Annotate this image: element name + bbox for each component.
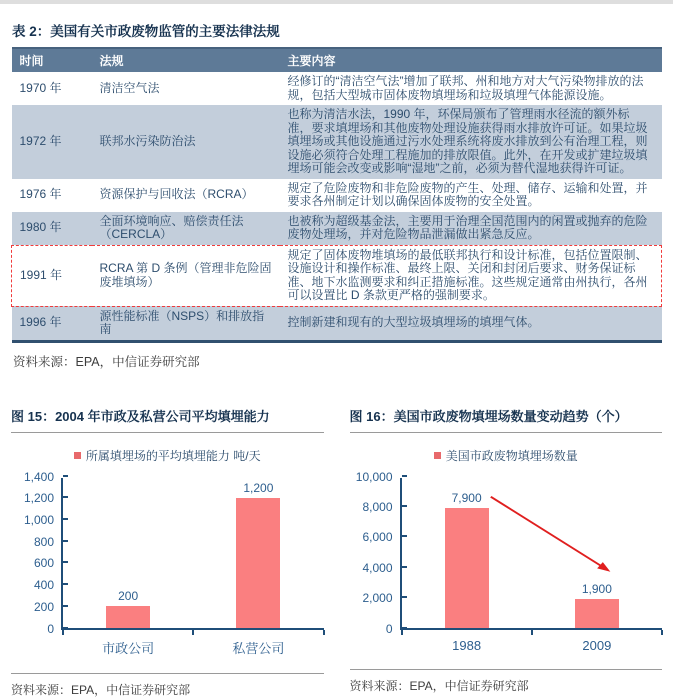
law-cell: 源性能标准（NSPS）和排放指南 [92,306,280,341]
y-tick-label: 800 [33,534,54,549]
chart-panel-figure-15 [11,406,324,698]
bar-group [234,481,282,628]
law-cell: RCRA 第 D 条例（管理非危险固废堆填场） [92,245,280,306]
table-row [12,179,662,212]
content-cell: 控制新建和现有的大型垃圾填埋场的填埋气体。 [280,306,662,341]
y-tick-mark [402,596,407,598]
bar [236,498,280,628]
y-tick-mark [63,583,68,585]
chart-panel-figure-16 [350,406,663,698]
table-row-highlighted [12,245,662,306]
y-tick-label: 600 [33,556,54,571]
y-tick-label: 1,400 [23,469,54,484]
table-source: 资料来源：EPA，中信证券研究部 [13,354,200,369]
y-tick-label: 1,200 [23,491,54,506]
x-axis-labels [63,638,324,657]
plot-area [61,478,324,630]
y-tick-label: 0 [385,621,393,636]
bar-group [443,491,491,628]
time-cell: 1991 年 [12,245,92,306]
table-header-row [12,48,662,72]
content-cell: 经修订的“清洁空气法”增加了联邦、州和地方对大气污染物排放的法规，包括大型城市固体废物填埋场和垃圾填埋气体能源设施。 [287,74,644,102]
bar-chart [11,469,324,636]
content-cell: 规定了危险废物和非危险废物的产生、处理、储存、运输和处置，并要求各州制定计划以确保固体废物的安全处置。 [287,180,648,208]
y-tick-mark [402,475,407,477]
y-tick-mark [63,605,68,607]
table-title: 表 2：美国有关市政废物监管的主要法律法规 [12,24,280,39]
content-cell: 规定了固体废物堆填场的最低联邦执行和设计标准，包括位置限制、设施设计和操作标准、最终上限、关闭和封闭后要求、财务保证标准、地下水监测要求和纠正措施标准。这些规定通常由州执行，各州可以设置比 D 条款更严格的强制要求。 [280,245,662,306]
x-axis-category: 2009 [582,637,612,653]
bar-value-label: 200 [118,588,139,603]
y-tick-mark [63,627,68,629]
law-cell: 联邦水污染防治法 [92,105,280,179]
time-cell: 1980 年 [12,212,92,246]
x-tick-mark [531,630,533,635]
law-cell: 全面环境响应、赔偿责任法（CERCLA） [92,212,280,246]
bar-chart [350,469,663,636]
table-row [12,72,662,105]
law-cell: 清洁空气法 [99,80,160,95]
x-axis-category: 市政公司 [102,640,155,656]
x-tick-mark [192,630,194,635]
bar-group [104,589,152,628]
time-cell: 1996 年 [12,306,92,341]
bar [106,606,150,628]
bar-value-label: 7,900 [451,490,482,505]
chart-title: 图 16：美国市政废物填埋场数量变动趋势（个） [350,406,663,433]
chart-legend [11,447,324,464]
y-tick-label: 200 [33,599,54,614]
x-axis-category: 1988 [452,637,482,653]
y-tick-label: 8,000 [362,499,393,514]
y-tick-label: 2,000 [362,591,393,606]
y-tick-label: 0 [47,621,54,636]
bar [575,599,619,628]
table-row [12,105,662,179]
chart-legend [350,447,663,464]
content-cell: 也称为清洁水法，1990 年，环保局颁布了管理雨水径流的额外标准，要求填埋场和其他废物处理设施获得雨水排放许可证。如果垃圾填埋场或其他设施通过污水处理系统将废水排放到公有治理工程，则设施必须符合处理工程施加的排放限值。此外，在开发或扩建垃圾填埋场可能会改变或影响“湿地”之前，必须为替代湿地获得许可证。 [280,105,662,179]
legend-marker-icon [74,452,81,459]
y-tick-mark [402,505,407,507]
y-axis-labels [350,469,400,636]
y-tick-mark [402,535,407,537]
y-tick-label: 400 [33,578,54,593]
bar-value-label: 1,900 [581,581,612,596]
x-axis-labels [402,638,663,653]
y-tick-label: 10,000 [355,469,393,484]
bar-value-label: 1,200 [243,480,274,495]
chart-title: 图 15：2004 年市政及私营公司平均填埋能力 [11,406,324,433]
legend-label: 所属填埋场的平均填埋能力 吨/天 [85,448,261,463]
y-tick-mark [63,518,68,520]
y-tick-mark [402,627,407,629]
content-cell: 也被称为超级基金法，主要用于治理全国范围内的闲置或抛弃的危险废物处理场，并对危险物品泄漏做出紧急反应。 [280,212,662,246]
x-tick-mark [323,630,325,635]
chart-source: 资料来源：EPA，中信证券研究部 [11,673,324,698]
legend-marker-icon [434,452,441,459]
law-cell: 资源保护与回收法（RCRA） [99,187,254,202]
x-tick-mark [401,630,403,635]
y-tick-mark [402,566,407,568]
x-axis-category: 私营公司 [232,640,285,656]
time-cell: 1970 年 [19,80,62,95]
report-page [0,4,673,698]
x-tick-mark [661,630,663,635]
bar [445,508,489,628]
y-tick-label: 6,000 [362,530,393,545]
y-tick-mark [63,561,68,563]
y-axis-labels [11,469,61,636]
y-tick-mark [63,475,68,477]
table-row [12,306,662,341]
plot-area [400,478,663,630]
y-tick-mark [63,496,68,498]
x-tick-mark [62,630,64,635]
time-cell: 1972 年 [12,105,92,179]
y-tick-mark [63,540,68,542]
column-header-content: 主要内容 [280,48,662,72]
bar-group [573,582,621,628]
chart-source: 资料来源：EPA，中信证券研究部 [350,669,663,694]
y-tick-label: 4,000 [362,560,393,575]
regulations-table [11,47,662,343]
legend-label: 美国市政废物填埋场数量 [445,448,578,463]
column-header-time: 时间 [12,48,92,72]
charts-section [11,406,662,698]
column-header-law: 法规 [92,48,280,72]
time-cell: 1976 年 [19,187,62,202]
table-row [12,212,662,246]
y-tick-label: 1,000 [23,512,54,527]
decline-arrow-icon [402,478,663,628]
